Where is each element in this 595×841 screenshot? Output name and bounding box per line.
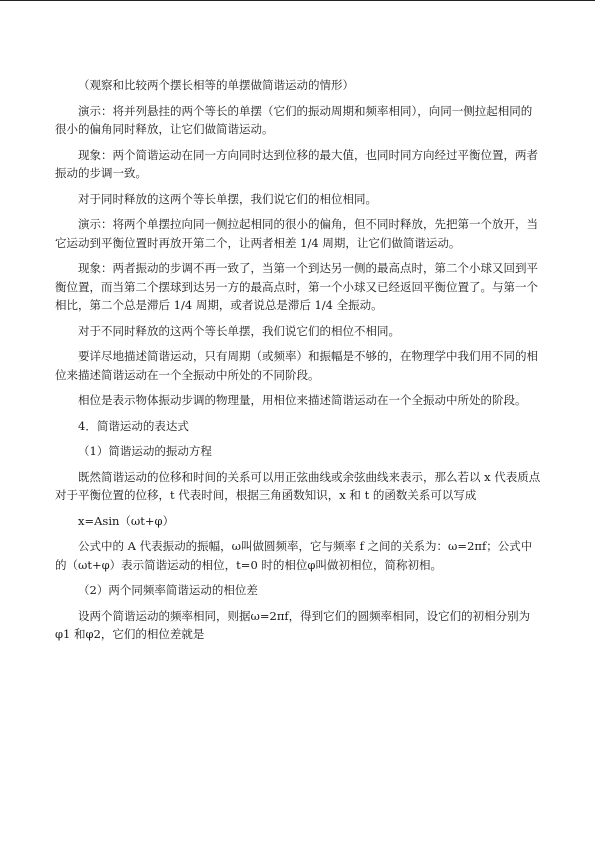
phase-description-paragraph: 要详尽地描述简谐运动，只有周期（或频率）和振幅是不够的，在物理学中我们用不同的相位来描述简谐运动在一个全振动中所处的不同阶段。: [55, 349, 538, 382]
equation-intro-paragraph: 既然简谐运动的位移和时间的关系可以用正弦曲线或余弦曲线来表示，那么若以 x 代表质点对于平衡位置的位移，t 代表时间，根据三角函数知识，x 和 t 的函数关系可以写成: [55, 469, 541, 502]
conclusion-paragraph-2: 对于不同时释放的这两个等长单摆，我们说它们的相位不相同。: [78, 323, 400, 338]
top-rule: [0, 0, 595, 1]
phase-difference-paragraph: 设两个简谐运动的频率相同，则据ω=2πf，得到它们的圆频率相同，设它们的初相分别为φ1 和φ2，它们的相位差就是: [55, 608, 531, 641]
phenomenon-paragraph-2: 现象：两者振动的步调不再一致了，当第一个到达另一侧的最高点时，第二个小球又回到平衡位置，而当第二个摆球到达另一方的最高点时，第一个小球又已经返回平衡位置了。与第一个相比，第二个总是滞后 1/4 周期，或者说总是滞后 1/4 全振动。: [55, 261, 538, 312]
equation: x=Asin（ωt+φ）: [78, 513, 175, 528]
document-body: [55, 76, 542, 651]
demo-paragraph-1: 演示：将并列悬挂的两个等长的单摆（它们的振动周期和频率相同），向同一侧拉起相同的很小的偏角同时释放，让它们做简谐运动。: [55, 103, 533, 136]
phase-definition-paragraph: 相位是表示物体振动步调的物理量，用相位来描述简谐运动在一个全振动中所处的阶段。: [78, 393, 527, 407]
section-heading-4: 4．简谐运动的表达式: [78, 418, 189, 433]
equation-explanation-paragraph: 公式中的 A 代表振动的振幅，ω叫做圆频率，它与频率 f 之间的关系为：ω=2πf；公式中的（ωt+φ）表示简谐运动的相位，t=0 时的相位φ叫做初相位，简称初相。: [55, 539, 533, 572]
demo-paragraph-2: 演示：将两个单摆拉向同一侧拉起相同的很小的偏角，但不同时释放，先把第一个放开，当它运动到平衡位置时再放开第二个，让两者相差 1/4 周期，让它们做简谐运动。: [55, 217, 538, 250]
conclusion-paragraph-1: 对于同时释放的这两个等长单摆，我们说它们的相位相同。: [78, 191, 377, 206]
phenomenon-paragraph-1: 现象：两个简谐运动在同一方向同时达到位移的最大值，也同时同方向经过平衡位置，两者振动的步调一致。: [55, 147, 538, 180]
subsection-heading-2: （2）两个同频率简谐运动的相位差: [78, 583, 258, 597]
subsection-heading-1: （1）简谐运动的振动方程: [78, 444, 212, 458]
intro-note: （观察和比较两个摆长相等的单摆做简谐运动的情形）: [78, 78, 354, 92]
